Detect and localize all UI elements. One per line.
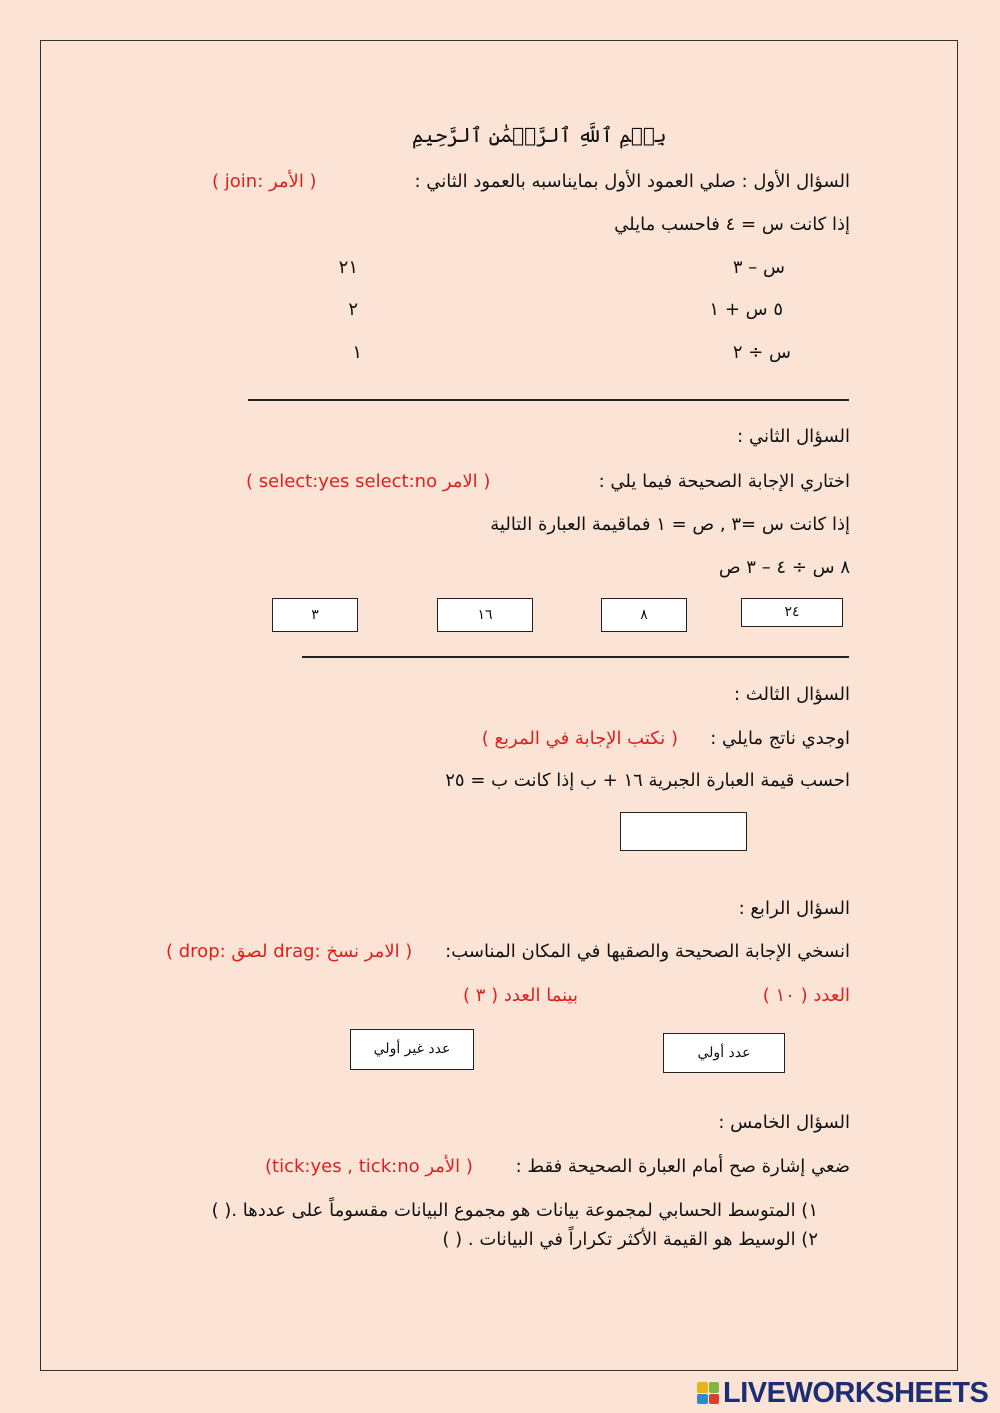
q4-non-prime-box[interactable]: عدد غير أولي (350, 1029, 474, 1070)
q1-right-item-2[interactable]: ٢ (348, 299, 358, 320)
q5-command: ( الأمر tick:yes , tick:no) (265, 1156, 473, 1177)
q4-instruction: انسخي الإجابة الصحيحة والصقيها في المكان المناسب: (445, 941, 850, 962)
q1-right-item-3[interactable]: ١ (352, 342, 362, 363)
q4-command: ( الامر نسخ :drag لصق :drop ) (166, 941, 413, 962)
q1-left-item-2[interactable]: ٥ س + ١ (709, 299, 783, 320)
q4-prime-box[interactable]: عدد أولي (663, 1033, 785, 1073)
q2-title: السؤال الثاني : (737, 426, 850, 447)
q5-title: السؤال الخامس : (718, 1112, 850, 1133)
q2-given: إذا كانت س =٣ , ص = ١ فماقيمة العبارة التالية (490, 514, 850, 535)
q3-command: ( نكتب الإجابة في المربع ) (481, 728, 678, 749)
q4-number-b: بينما العدد ( ٣ ) (462, 985, 578, 1006)
brand-name: LIVEWORKSHEETS (723, 1376, 989, 1409)
q5-instruction: ضعي إشارة صح أمام العبارة الصحيحة فقط : (515, 1156, 850, 1177)
q2-command: ( الامر select:yes select:no ) (246, 471, 491, 492)
brand-icon (697, 1382, 719, 1404)
q1-left-item-1[interactable]: س – ٣ (732, 257, 785, 278)
q5-statement-2[interactable]: ٢) الوسيط هو القيمة الأكثر تكراراً في البيانات . ( ) (442, 1229, 818, 1250)
q2-option-4[interactable]: ٣ (272, 598, 358, 632)
q1-left-item-3[interactable]: س ÷ ٢ (732, 342, 791, 363)
divider-2 (302, 656, 849, 658)
q5-statement-1[interactable]: ١) المتوسط الحسابي لمجموعة بيانات هو مجموع البيانات مقسوماً على عددها .( ) (211, 1200, 818, 1221)
q1-command: ( الأمر :join ) (212, 171, 317, 192)
q3-instruction: اوجدي ناتج مايلي : (710, 728, 850, 749)
liveworksheets-logo (697, 1378, 988, 1408)
divider-1 (248, 399, 849, 401)
q1-right-item-1[interactable]: ٢١ (338, 257, 358, 278)
q4-number-a: العدد ( ١٠ ) (762, 985, 850, 1006)
q3-problem: احسب قيمة العبارة الجبرية ١٦ + ب إذا كانت ب = ٢٥ (445, 770, 850, 791)
q2-option-1[interactable]: ٢٤ (741, 598, 843, 627)
q3-title: السؤال الثالث : (734, 684, 850, 705)
q1-title: السؤال الأول : صلي العمود الأول بمايناسبه بالعمود الثاني : (414, 171, 850, 192)
q3-answer-input[interactable] (620, 812, 747, 851)
q4-title: السؤال الرابع : (738, 898, 850, 919)
q1-intro: إذا كانت س = ٤ فاحسب مايلي (614, 214, 850, 235)
basmala: بِسۡمِ ٱللَّهِ ٱلرَّحۡمَٰنِ ٱلرَّحِيمِ (412, 123, 667, 147)
q2-expression: ٨ س ÷ ٤ – ٣ ص (718, 557, 850, 578)
q2-option-3[interactable]: ١٦ (437, 598, 533, 632)
q2-option-2[interactable]: ٨ (601, 598, 687, 632)
q2-instruction: اختاري الإجابة الصحيحة فيما يلي : (598, 471, 850, 492)
